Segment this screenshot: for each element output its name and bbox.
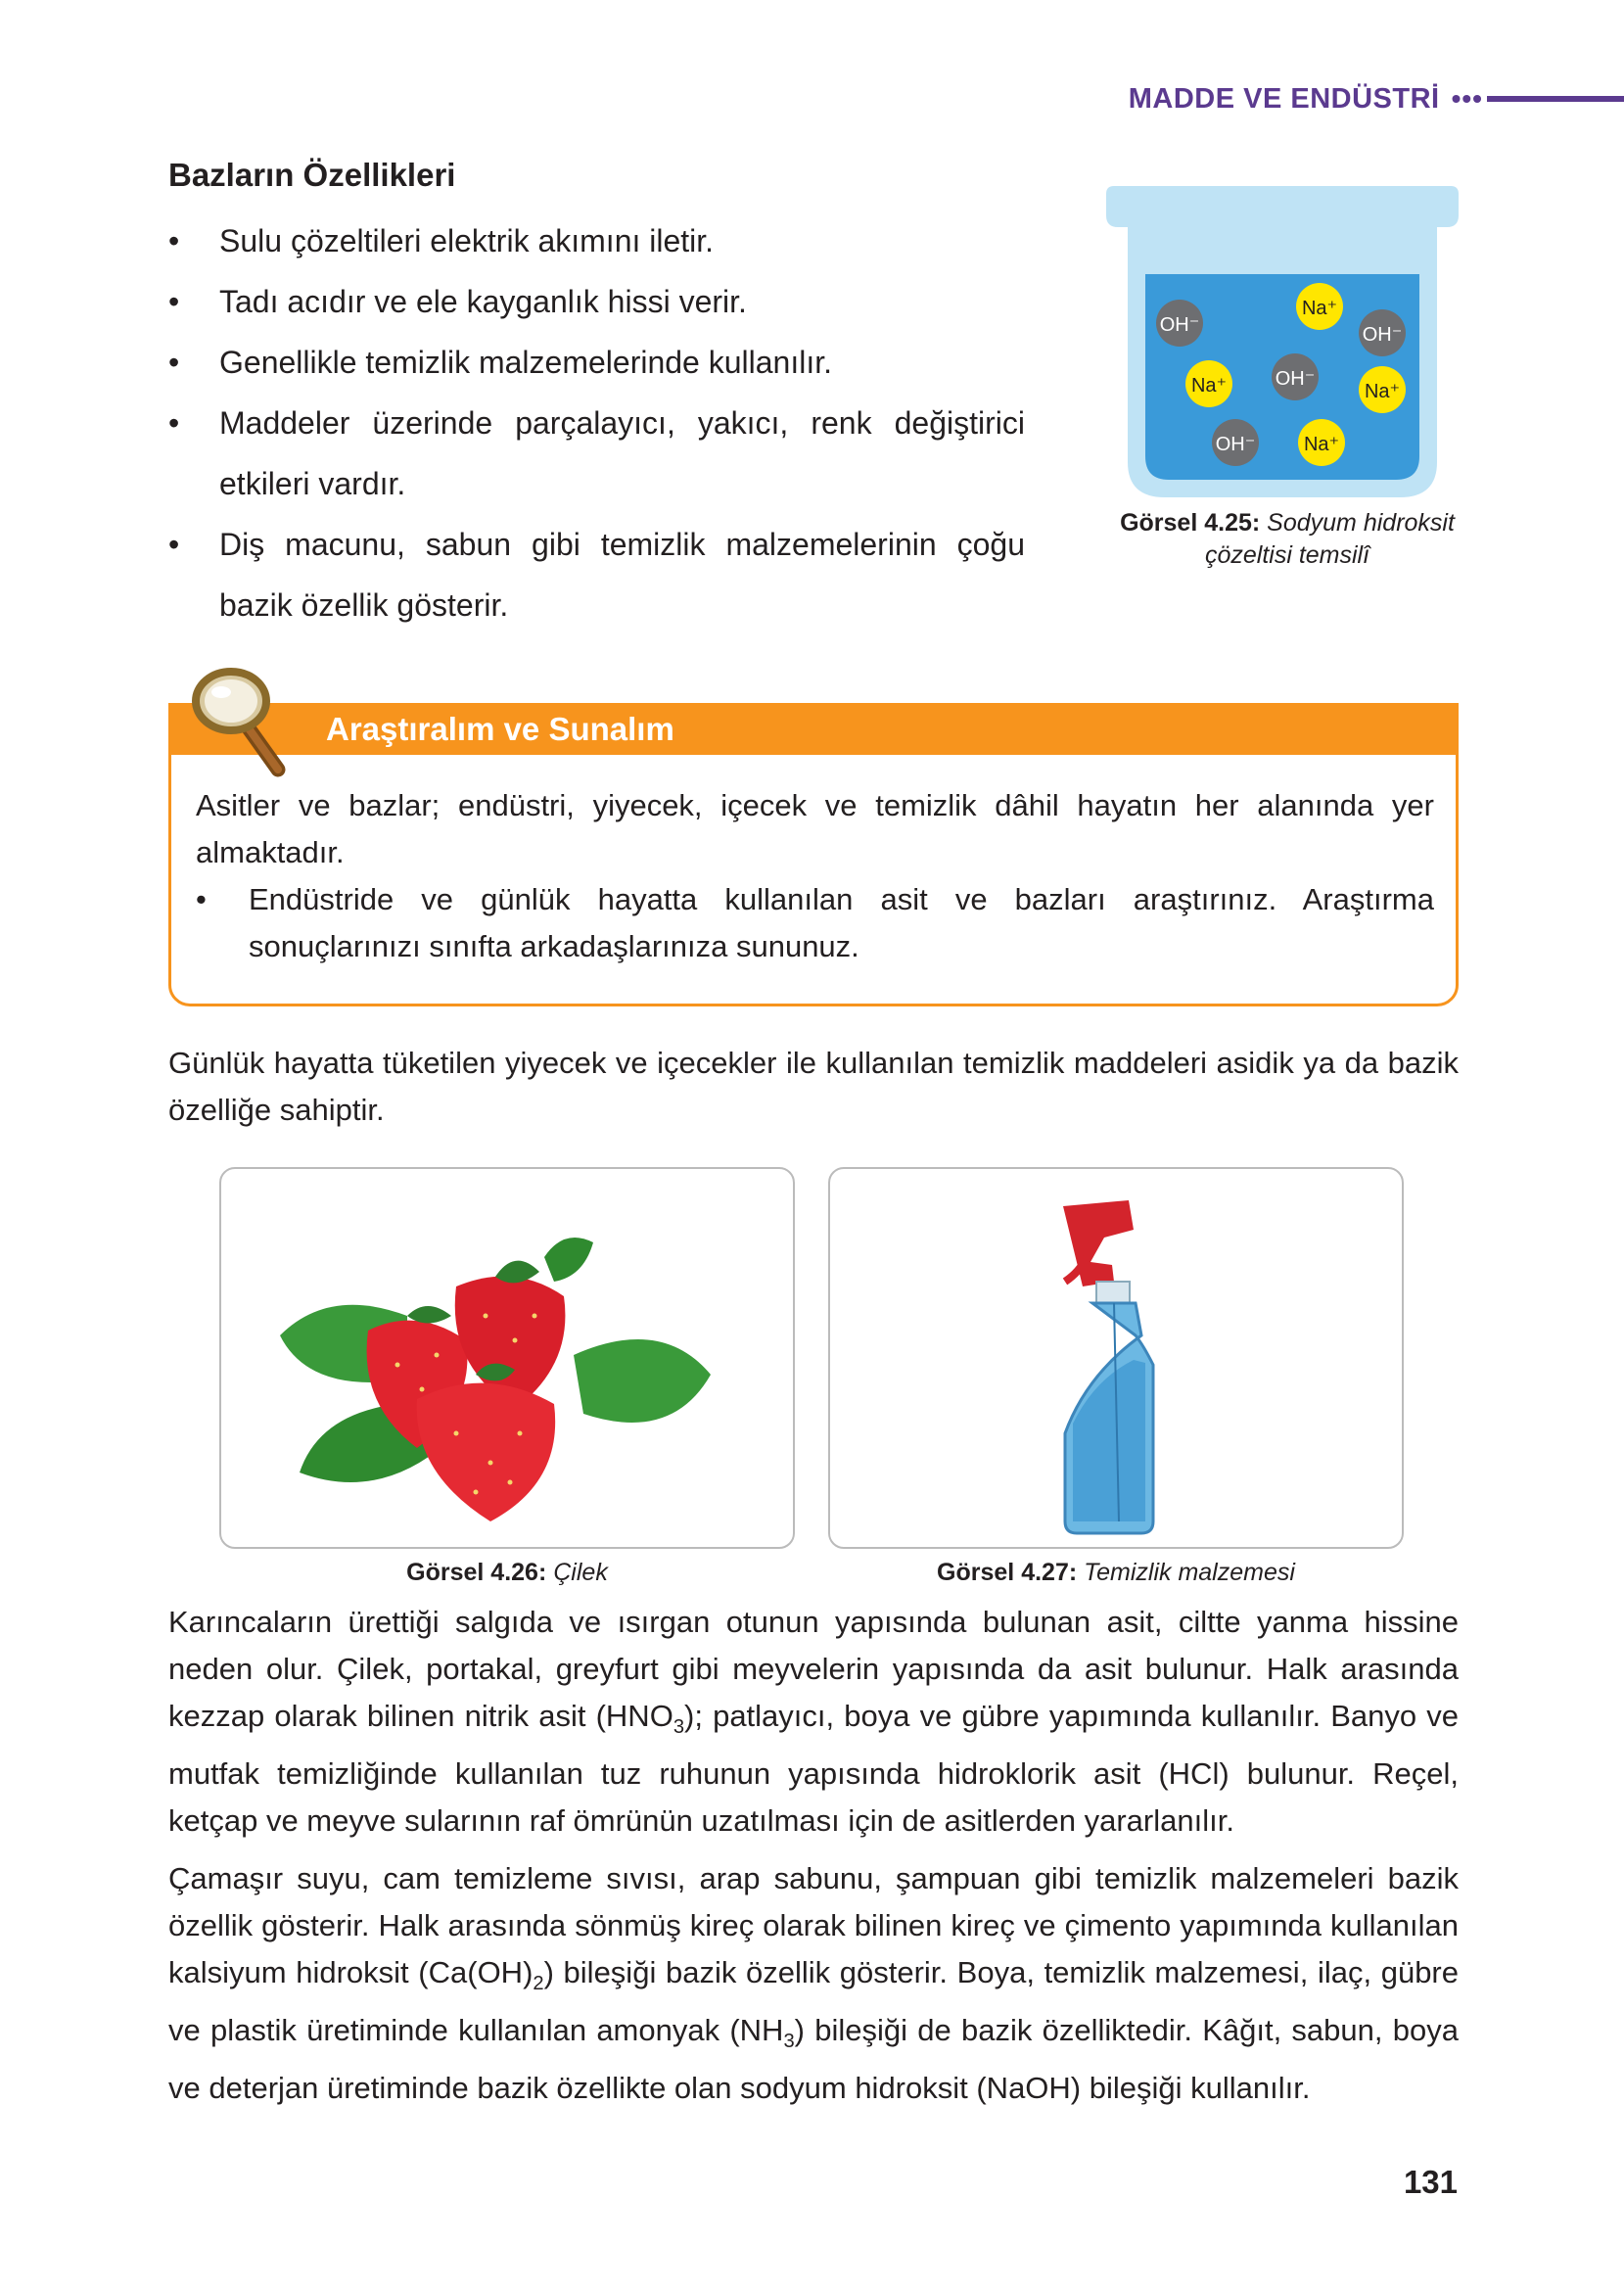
research-content (196, 782, 1434, 970)
beaker-caption (1096, 507, 1478, 572)
svg-text:OH⁻: OH⁻ (1275, 368, 1316, 390)
bullet-dot: • (196, 882, 207, 916)
strawberry-icon (367, 1261, 566, 1521)
ion-oh (1212, 419, 1259, 466)
chapter-title: MADDE VE ENDÜSTRİ (1128, 82, 1440, 115)
research-bullet: • Endüstride ve günlük hayatta kullanılan asit ve bazları araştırınız. Araştırma sonuçlarınızı sınıfta arkadaşlarınıza sununuz. (196, 876, 1434, 970)
strawberry-image (219, 1167, 795, 1549)
list-item: • Sulu çözeltileri elektrik akımını iletir. (168, 210, 1025, 271)
research-box (168, 703, 1459, 1006)
svg-text:OH⁻: OH⁻ (1159, 314, 1200, 336)
base-paragraph: Çamaşır suyu, cam temizleme sıvısı, arap sabunu, şampuan gibi temizlik malzemeleri bazik özellik gösterir. Halk arasında sönmüş kireç olarak bilinen kireç ve çimento yapımında kullanılan kalsiyum hidroksit $(Ca(OH)_2)$ bileşiği bazik özellik gösterir. Boya, temizlik malzemesi, ilaç, gübre ve plastik üretiminde kullanılan amonyak $(NH_3)$ bileşiği de bazik özelliktedir. Kâğıt, sabun, boya ve deterjan üretiminde bazik özellikte olan sodyum hidroksit (NaOH) bileşiği kullanılır. (168, 1861, 1459, 2106)
caption-label: Görsel 4.25: (1120, 509, 1261, 537)
ion-na (1298, 419, 1345, 466)
research-title-bar (171, 706, 1456, 755)
svg-text:Na⁺: Na⁺ (1190, 375, 1228, 397)
properties-list (168, 210, 1025, 635)
ion-na (1185, 360, 1232, 407)
intro-paragraph: Günlük hayatta tüketilen yiyecek ve içecekler ile kullanılan temizlik maddeleri asidik ya da bazik özelliğe sahiptir. (168, 1046, 1459, 1127)
bullet-dot: • (168, 284, 180, 319)
list-item: • Maddeler üzerinde parçalayıcı, yakıcı, renk değiştirici etkileri vardır. (168, 393, 1025, 514)
bullet-dot: • (168, 405, 180, 441)
bullet-dot: • (168, 527, 180, 562)
svg-text:Na⁺: Na⁺ (1364, 381, 1401, 402)
svg-text:OH⁻: OH⁻ (1362, 324, 1403, 346)
ion-oh (1156, 300, 1203, 347)
header-line (1487, 96, 1624, 102)
caption-text: Sodyum hidroksit çözeltisi temsilî (1204, 509, 1455, 569)
list-item: • Diş macunu, sabun gibi temizlik malzemelerinin çoğu bazik özellik gösterir. (168, 514, 1025, 635)
bullet-dot: • (168, 345, 180, 380)
list-item: • Genellikle temizlik malzemelerinde kullanılır. (168, 332, 1025, 393)
ion-oh (1359, 309, 1406, 356)
ion-na (1296, 283, 1343, 330)
figure-caption: Görsel 4.27: Temizlik malzemesi (937, 1559, 1295, 1586)
research-intro: Asitler ve bazlar; endüstri, yiyecek, içecek ve temizlik dâhil hayatın her alanında yer almaktadır. (196, 788, 1434, 869)
ion-oh (1272, 353, 1319, 400)
svg-text:Na⁺: Na⁺ (1301, 298, 1338, 319)
magnifier-icon (184, 668, 321, 785)
header-dots: ••• (1451, 83, 1483, 114)
list-item: • Tadı acıdır ve ele kayganlık hissi verir. (168, 271, 1025, 332)
page-number: 131 (1403, 2164, 1458, 2200)
research-title: Araştıralım ve Sunalım (326, 711, 674, 747)
bullet-dot: • (168, 223, 180, 258)
svg-text:OH⁻: OH⁻ (1215, 434, 1256, 455)
acid-paragraph: Karıncaların ürettiği salgıda ve ısırgan otunun yapısında bulunan asit, ciltte yanma hissine neden olur. Çilek, portakal, greyfurt gibi meyvelerin yapısında da asit bulunur. Halk arasında kezzap olarak bilinen nitrik asit $(HNO_3)$; patlayıcı, boya ve gübre yapımında kullanılır. Banyo ve mutfak temizliğinde kullanılan tuz ruhunun yapısında hidroklorik asit (HCl) bulunur. Reçel, ketçap ve meyve sularının raf ömrünün uzatılması için de asitlerden yararlanılır. (168, 1605, 1459, 1839)
ion-na (1359, 366, 1406, 413)
chapter-header (1129, 74, 1624, 123)
figure-caption: Görsel 4.26: Çilek (406, 1559, 608, 1586)
section-title: Bazların Özellikleri (168, 157, 456, 193)
spray-bottle-image (828, 1167, 1404, 1549)
svg-text:Na⁺: Na⁺ (1303, 434, 1340, 455)
beaker-illustration (1106, 186, 1459, 499)
spray-bottle-icon (1063, 1200, 1153, 1533)
